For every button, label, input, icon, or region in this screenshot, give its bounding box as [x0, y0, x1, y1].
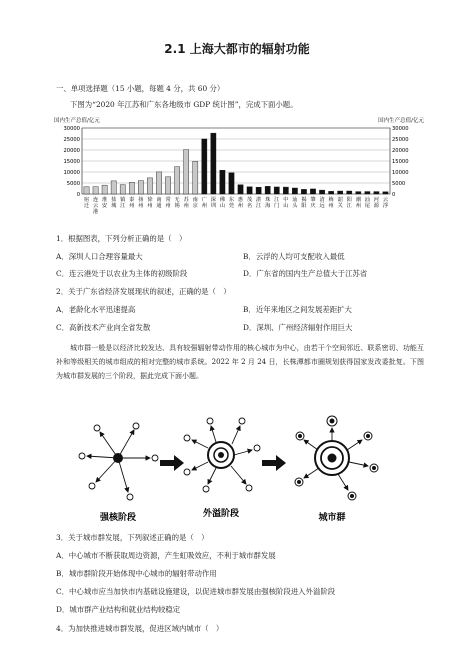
bar-苏州: [184, 150, 189, 194]
bar-扬州: [138, 181, 143, 194]
x-tick-label: 扬州: [138, 197, 144, 209]
x-tick-label: 镇江: [120, 197, 126, 209]
x-tick-label: 深圳: [210, 197, 216, 209]
y-tick-label-right: 25000: [392, 137, 409, 143]
x-tick-label: 河源: [373, 197, 380, 209]
x-tick-label: 无锡: [174, 197, 180, 209]
y-tick-label-left: 0: [76, 192, 80, 198]
q2-option-a: A．老龄化水平迅速提高: [56, 305, 136, 314]
stage-label-2: 外溢阶段: [202, 509, 240, 519]
q3-option-b: B．城市群阶段开始体现中心城市的辐射带动作用: [56, 569, 217, 578]
bar-深圳: [211, 133, 216, 194]
x-tick-label: 东莞: [228, 197, 235, 209]
q2-option-b: B．近年来地区之间发展差距扩大: [243, 305, 352, 314]
bar-盐城: [111, 181, 116, 194]
section-header: 一、单项选择题（15 小题，每题 4 分，共 60 分）: [56, 84, 225, 93]
y-tick-label-right: 0: [392, 192, 396, 198]
bar-镇江: [120, 185, 125, 194]
x-tick-label: 连云港: [92, 197, 99, 215]
q1-option-a: A．深圳人口合理容量最大: [56, 252, 143, 261]
x-tick-label: 韶关: [337, 197, 343, 209]
y-tick-label-left: 10000: [63, 170, 80, 176]
bar-无锡: [174, 167, 179, 194]
y-tick-label-left: 30000: [63, 126, 80, 132]
q2-stem: 2．关于广东省经济发展现状的叙述，正确的是（ ）: [56, 287, 231, 296]
bar-佛山: [220, 170, 225, 194]
y-axis-title-right: 国内生产总值/亿元: [378, 118, 424, 124]
y-tick-label-left: 15000: [63, 159, 80, 165]
bar-汕尾: [365, 192, 370, 194]
x-tick-label: 南通: [156, 197, 162, 209]
stage-overflow: [184, 418, 260, 492]
stage-strong-core: [79, 423, 158, 500]
x-tick-label: 汕尾: [364, 197, 370, 209]
bar-潮州: [356, 192, 361, 194]
bar-连云港: [93, 187, 98, 194]
y-tick-label-right: 15000: [392, 159, 409, 165]
y-tick-label-left: 20000: [63, 148, 80, 154]
x-tick-label: 佛山: [219, 197, 226, 209]
bar-广州: [202, 139, 207, 194]
bar-惠州: [238, 185, 243, 194]
x-tick-label: 南京: [192, 197, 198, 209]
y-tick-label-left: 25000: [63, 137, 80, 143]
x-tick-label: 潮州: [355, 197, 361, 209]
q1-option-c: C．连云港处于以农业为主体的初级阶段: [56, 269, 188, 278]
q4-stem: 4．为加快推进城市群发展，促进区域内城市（ ）: [56, 624, 224, 633]
bar-珠海: [265, 186, 270, 194]
bar-徐州: [147, 178, 152, 194]
bar-河源: [374, 192, 379, 194]
bar-清远: [319, 190, 324, 194]
bar-汕头: [292, 188, 297, 194]
bar-阳江: [347, 191, 352, 194]
bar-肇庆: [310, 189, 315, 194]
x-tick-label: 惠州: [237, 197, 244, 209]
passage-paragraph: 城市群一般是以经济比较发达、具有较强辐射带动作用的核心城市为中心，由若干个空间邻近、联系密切、功能互补和等级相关的城市组成的相对完整的城市系统。2022 年 2 月 24 日，长株潭都市圈规划获得国家发改委批复。下图为城市群发展的三个阶段，据此完成下面小题。: [56, 344, 424, 380]
q3-option-a: A．中心城市不断获取周边资源，产生虹吸效应，不利于城市群发展: [56, 551, 276, 560]
chart-intro: 下图为“2020 年江苏和广东各地级市 GDP 统计图”，完成下面小题。: [70, 100, 298, 109]
x-tick-label: 江门: [274, 197, 280, 209]
x-tick-label: 揭阳: [301, 197, 307, 209]
stage-city-cluster: [295, 416, 378, 500]
x-tick-label: 广州: [201, 197, 207, 209]
bar-湛江: [256, 187, 261, 194]
bar-揭阳: [301, 189, 306, 194]
bar-中山: [283, 187, 288, 194]
x-tick-label: 阳江: [346, 197, 352, 209]
q2-option-d: D．深圳、广州经济辐射作用巨大: [243, 323, 353, 332]
bar-韶关: [338, 191, 343, 194]
q1-option-d: D．广东省的国内生产总值大于江苏省: [243, 269, 368, 278]
bar-江门: [274, 187, 279, 194]
stage-label-1: 强核阶段: [99, 513, 137, 523]
stage-arrow-2: [262, 455, 286, 471]
bar-南京: [193, 161, 198, 194]
bar-泰州: [129, 182, 134, 194]
gdp-bar-chart: [54, 114, 424, 226]
page-title: 2.1 上海大都市的辐射功能: [164, 42, 310, 56]
q2-option-c: C．高新技术产业向全省发散: [56, 323, 151, 332]
q1-stem: 1．根据图表，下列分析正确的是（ ）: [56, 234, 187, 243]
x-tick-label: 清远: [319, 197, 325, 209]
x-tick-label: 茂名: [246, 197, 253, 209]
x-tick-label: 湛江: [256, 197, 262, 209]
x-tick-label: 宿迁: [83, 197, 90, 209]
q3-option-d: D．城市群产业结构和就业结构较稳定: [56, 605, 181, 614]
bar-梅州: [328, 191, 333, 194]
y-tick-label-right: 20000: [392, 148, 409, 154]
city-cluster-diagram: [56, 410, 426, 528]
y-axis-title-left: 国内生产总值/亿元: [54, 118, 100, 124]
x-tick-label: 徐州: [147, 197, 153, 209]
x-tick-label: 苏州: [183, 197, 189, 209]
stage-arrow-1: [160, 455, 184, 471]
bar-南通: [156, 172, 161, 194]
x-tick-label: 云浮: [382, 197, 389, 209]
x-tick-label: 泰州: [129, 197, 135, 209]
bar-常州: [165, 177, 170, 194]
x-tick-label: 梅州: [328, 197, 334, 209]
bar-茂名: [247, 187, 252, 194]
q3-stem: 3．关于城市群发展，下列叙述正确的是（ ）: [56, 533, 209, 542]
x-tick-label: 肇庆: [310, 197, 316, 209]
x-tick-label: 中山: [283, 197, 289, 209]
x-tick-label: 盐城: [111, 197, 117, 209]
stage-label-3: 城市群: [318, 513, 346, 523]
q3-option-c: C．中心城市应当加快市内基础设施建设，以促进城市群发展由强核阶段进入外溢阶段: [56, 587, 336, 596]
x-tick-label: 常州: [165, 197, 171, 209]
y-tick-label-right: 30000: [392, 126, 409, 132]
bar-东莞: [229, 173, 234, 194]
x-tick-label: 汕头: [292, 197, 298, 209]
y-tick-label-left: 5000: [66, 181, 80, 187]
bar-淮安: [102, 185, 107, 194]
bar-宿迁: [84, 187, 89, 194]
x-tick-label: 珠海: [265, 197, 271, 209]
bar-云浮: [383, 192, 388, 194]
y-tick-label-right: 10000: [392, 170, 409, 176]
y-tick-label-right: 5000: [392, 181, 406, 187]
q1-option-b: B．云浮的人均可支配收入最低: [243, 252, 345, 261]
x-tick-label: 淮安: [102, 197, 108, 209]
